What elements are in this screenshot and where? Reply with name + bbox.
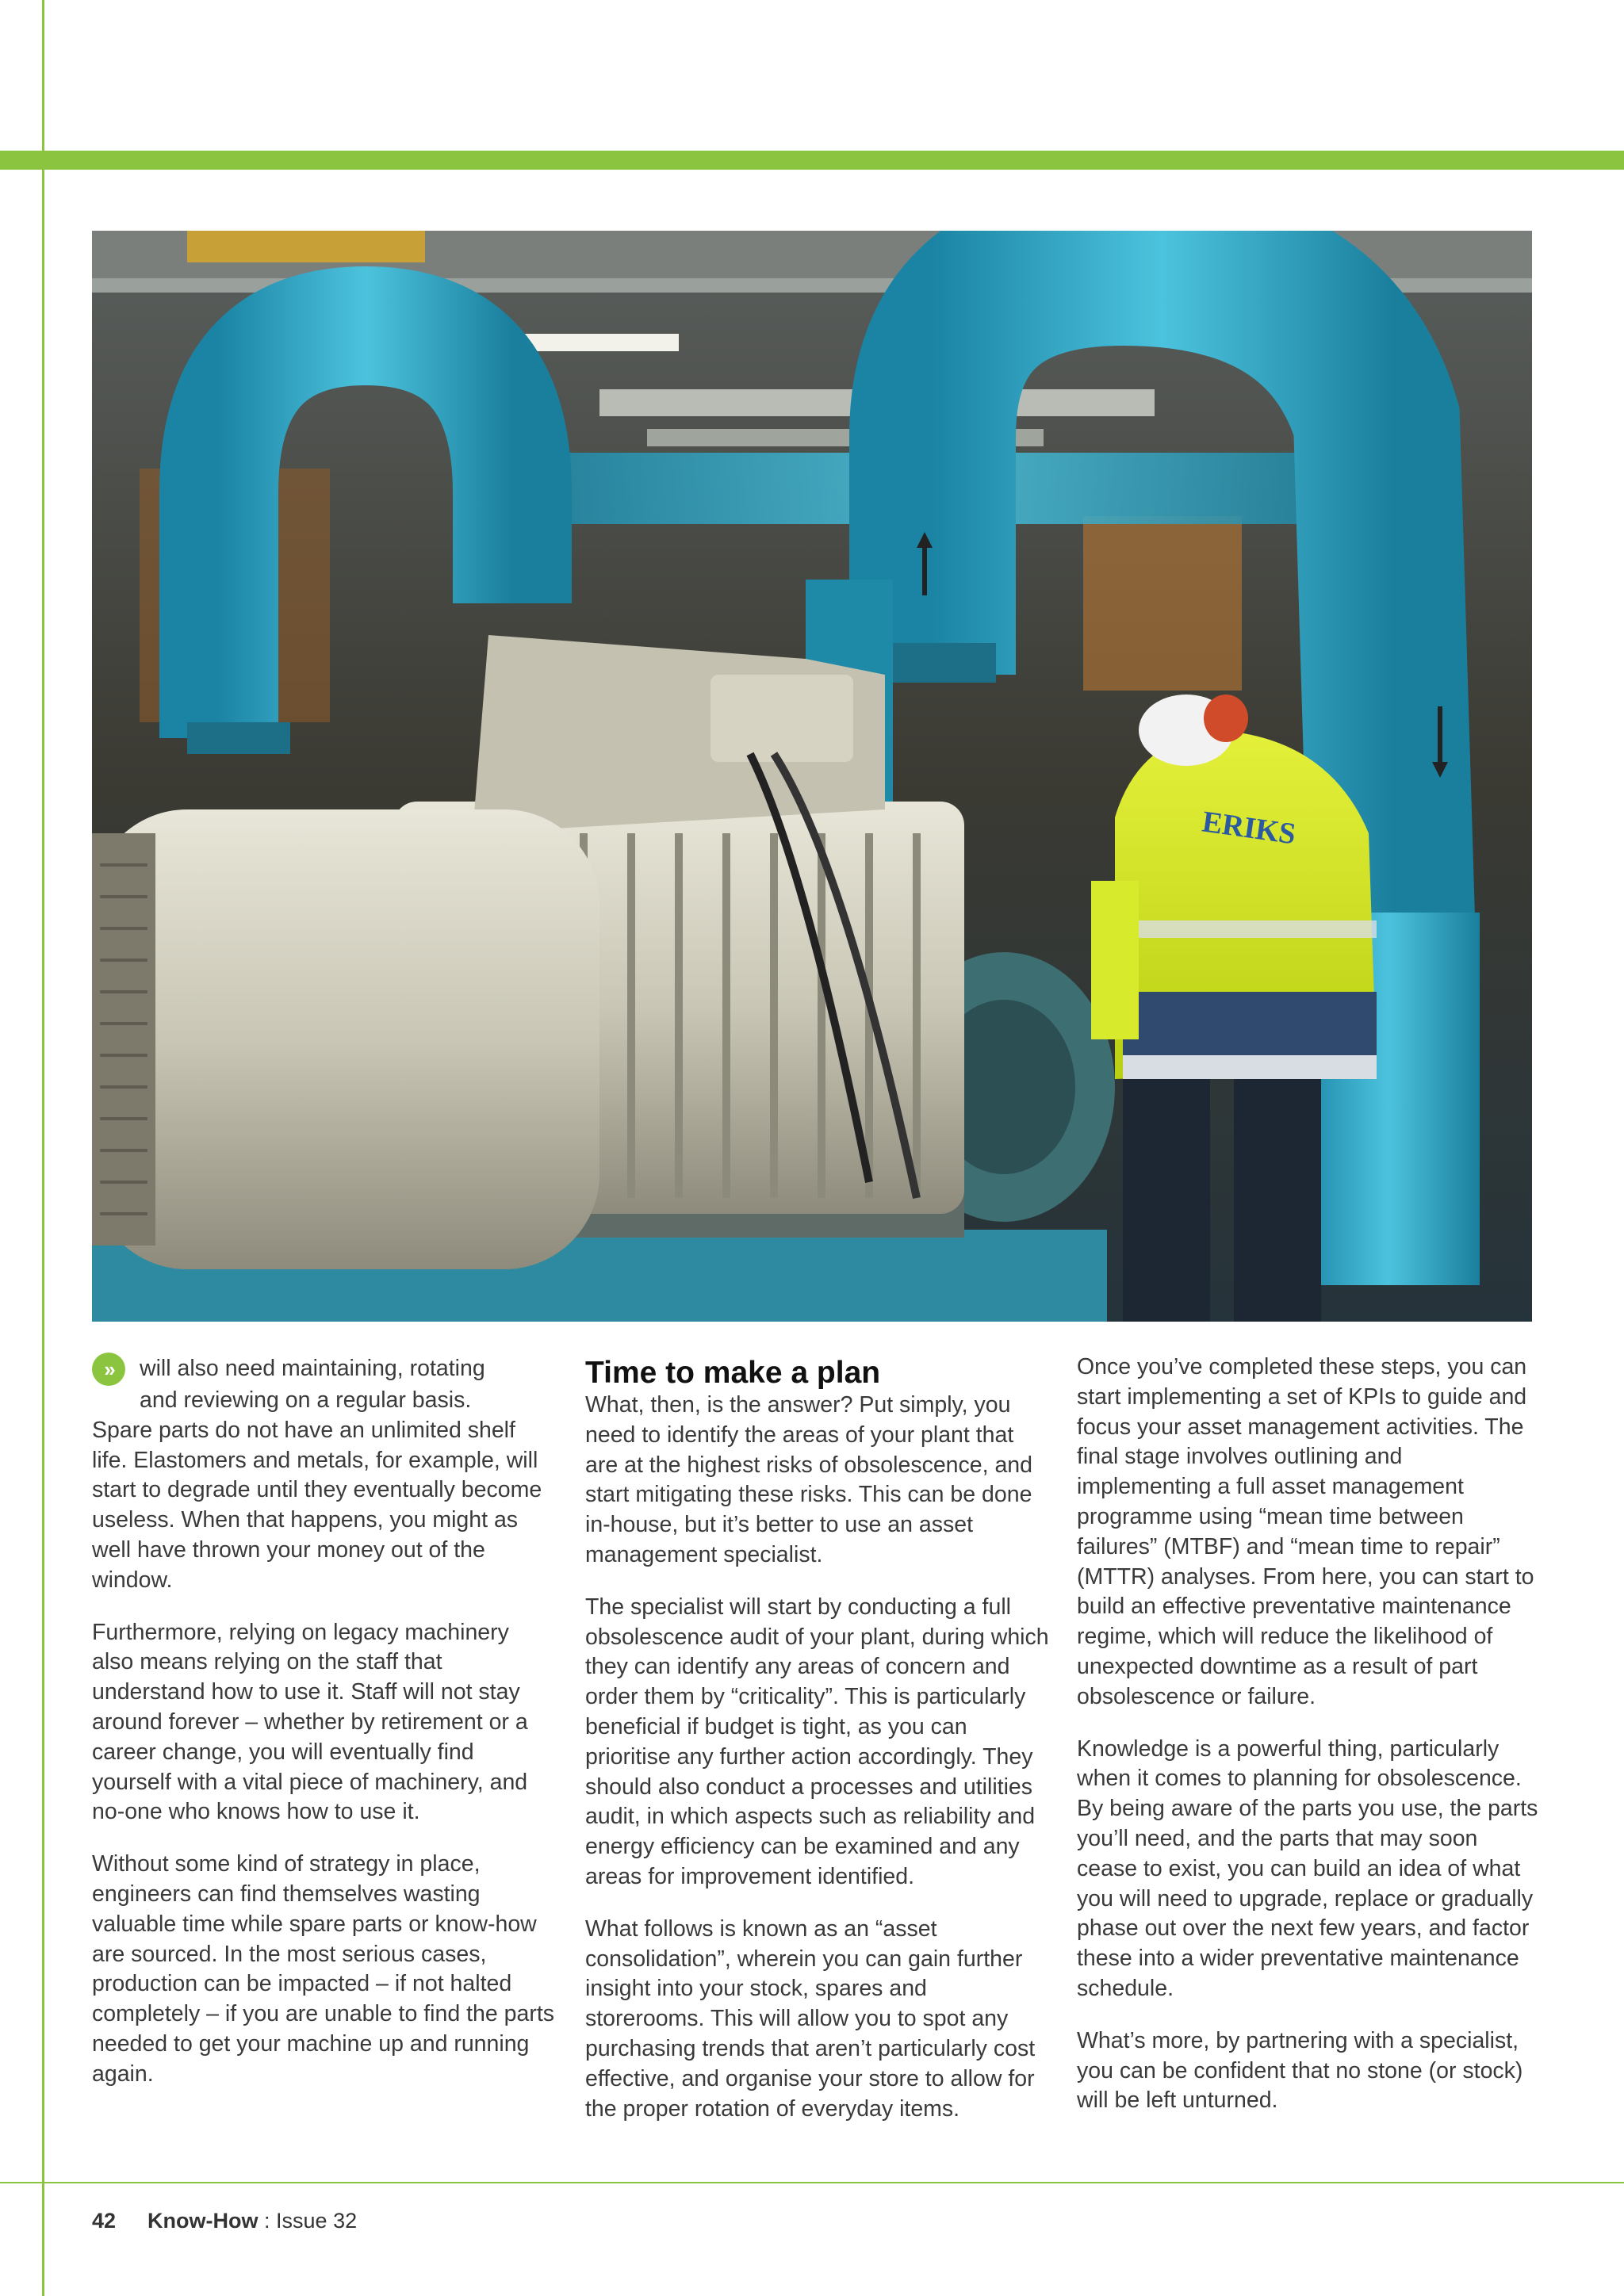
column3-paragraph-2: Knowledge is a powerful thing, particularly when it comes to planning for obsolescence. By being aware of the parts you use, the parts you’ll need, and the parts that may soon cease to exist, you can build an idea of what you will need to upgrade, replace or gradually phase out over the next few years, and factor these into a wider preventative maintenance schedule.	[1077, 1735, 1538, 2001]
jacket-logo-text: ERIKS	[1200, 805, 1298, 851]
page-number: 42	[92, 2209, 117, 2233]
left-margin-rule	[42, 0, 44, 2296]
column3-paragraph-3: What’s more, by partnering with a specialist, you can be confident that no stone (or stock) will be left unturned.	[1077, 2027, 1523, 2114]
article-column-2	[585, 1353, 1049, 2146]
magazine-name: Know-How	[147, 2209, 259, 2233]
continuation-line	[92, 1353, 556, 1386]
column2-paragraph-1: What, then, is the answer? Put simply, you need to identify the areas of your plant that are at the highest risks of obsolescence, and start mitigating these risks. This can be done in-house, but it’s better to use an asset management specialist.	[585, 1392, 1033, 1567]
industrial-pump-photo	[92, 231, 1532, 1322]
section-heading: Time to make a plan	[585, 1356, 881, 1390]
column2-paragraph-2: The specialist will start by conducting a full obsolescence audit of your plant, during which they can identify any areas of concern and order them by “criticality”. This is particularly beneficial if budget is tight, as you can prioritise any further action accordingly. They should also conduct a processes and utilities audit, in which aspects such as reliability and energy efficiency can be examined and any areas for improvement identified.	[585, 1594, 1049, 1889]
article-column-1	[92, 1353, 556, 2112]
continuation-text-second: and reviewing on a regular basis.	[140, 1387, 472, 1413]
column1-paragraph-1: Spare parts do not have an unlimited shelf life. Elastomers and metals, for example, will start to degrade until they eventually become useless. When that happens, you might as well have thrown your money out of the window.	[92, 1417, 542, 1593]
issue-label: : Issue 32	[258, 2209, 358, 2233]
footer-rule	[0, 2182, 1624, 2183]
column1-paragraph-3: Without some kind of strategy in place, engineers can find themselves wasting valuable time while spare parts or know-how are sourced. In the most serious cases, production can be impacted – if not halted completely – if you are unable to find the parts needed to get your machine up and running again.	[92, 1851, 555, 2087]
top-accent-band	[0, 151, 1624, 170]
double-chevron-right-icon: »	[92, 1353, 125, 1386]
continuation-text-first: will also need maintaining, rotating	[140, 1356, 485, 1382]
column3-paragraph-1: Once you’ve completed these steps, you can start implementing a set of KPIs to guide and focus your asset management activities. The final stage involves outlining and implementing a full asset management programme using “mean time between failures” (MTBF) and “mean time to repair” (MTTR) analyses. From here, you can start to build an effective preventative maintenance regime, which will reduce the likelihood of unexpected downtime as a result of part obsolescence or failure.	[1077, 1354, 1534, 1709]
column2-paragraph-3: What follows is known as an “asset consolidation”, wherein you can gain further insight into your stock, spares and storerooms. This will allow you to spot any purchasing trends that aren’t particularly cost effective, and organise your store to allow for the proper rotation of everyday items.	[585, 1915, 1036, 2122]
page-footer	[92, 2209, 357, 2233]
column1-paragraph-2: Furthermore, relying on legacy machinery also means relying on the staff that understand how to use it. Staff will not stay around forever – whether by retirement or a career change, you will eventually find yourself with a vital piece of machinery, and no-one who knows how to use it.	[92, 1619, 528, 1825]
article-column-3	[1077, 1353, 1541, 2138]
